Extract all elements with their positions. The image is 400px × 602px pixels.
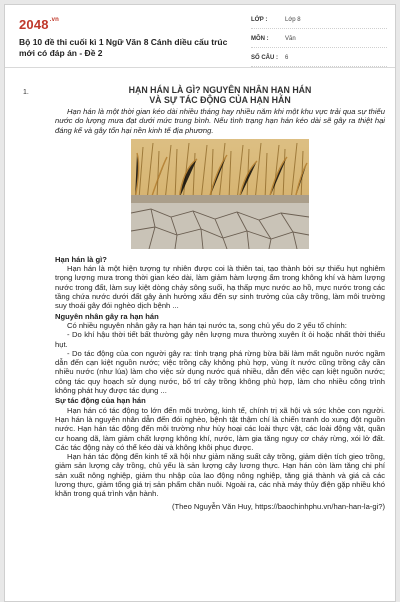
meta-panel bbox=[251, 13, 387, 70]
meta-value: 6 bbox=[285, 55, 289, 61]
meta-label: MÔN : bbox=[251, 36, 269, 42]
meta-row-grade bbox=[251, 13, 387, 29]
passage-title-line: HẠN HÁN LÀ GÌ? NGUYÊN NHÂN HẠN HÁN bbox=[128, 85, 312, 95]
paragraph: Hạn hán tác động đến kinh tế xã hội như giảm năng suất cây trồng, giảm diện tích gieo trồng, giảm sản lượng cây trồng, chủ yếu là sản lượng cây lương thực. Hạn hán còn làm tăng chi phí sản xuất nông nghiệp, giảm thu nhập của lao động nông nghiệp, tăng giá thành và giá cả các lương thực, giảm tổng giá trị sản phẩm chăn nuôi. Ngoài ra, các nhà máy thủy điện gặp nhiều khó khăn trong quá trình vận hành. bbox=[55, 452, 385, 499]
drought-field-image bbox=[131, 139, 309, 249]
paragraph: - Do tác động của con người gây ra: tình trạng phá rừng bừa bãi làm mất nguồn nước ngầm dẫn đến cạn kiệt nguồn nước; việc trồng cây không phù hợp, vùng ít nước cũng trồng cây cần nhiều nước (như lúa) làm cho việc sử dụng nước quá nhiều, dẫn đến việc cạn kiệt nguồn nước; công tác quy hoạch sử dụng nước, bố trí cây trồng không phù hợp, làm cho nhiều công trình không phát huy được tác dụng ... bbox=[55, 348, 385, 396]
section-heading: Sự tác động của hạn hán bbox=[55, 396, 146, 406]
meta-label: SỐ CÂU : bbox=[251, 55, 278, 61]
paragraph: - Do khí hậu thời tiết bất thường gây nên lượng mưa thường xuyên ít ỏi hoặc nhất thời thiếu hụt. bbox=[55, 330, 385, 349]
meta-row-subject bbox=[251, 32, 387, 48]
page-header bbox=[5, 5, 395, 68]
document-page bbox=[4, 4, 396, 602]
passage-intro: Hạn hán là một thời gian kéo dài nhiều tháng hay nhiều năm khi một khu vực trải qua sự thiếu nước do lượng mưa đạt dưới mức trung bình. Nếu tình trạng hạn hán kéo dài sẽ gây ra thiệt hại đáng kể và gây tổn hại nền kinh tế địa phương. bbox=[55, 107, 385, 135]
meta-value: Văn bbox=[285, 36, 296, 42]
paragraph: Hạn hán là một hiện tượng tự nhiên được coi là thiên tai, tạo thành bởi sự thiếu hụt nghiêm trọng lượng mưa trong thời gian kéo dài, làm giảm hàm lượng ẩm trong không khí và hàm lượng nước trong đất, làm suy kiệt dòng chảy sông suối, hạ thấp mực nước ao hồ, mực nước trong các tầng chứa nước dưới đất gây ảnh hưởng xấu đến sự sinh trưởng của cây trồng, làm môi trường suy thoái gây đói nghèo dịch bệnh ... bbox=[55, 264, 385, 311]
document-title: Bộ 10 đề thi cuối kì 1 Ngữ Văn 8 Cánh diều cấu trúc mới có đáp án - Đề 2 bbox=[19, 37, 228, 58]
question-number: 1. bbox=[23, 89, 29, 96]
passage-title bbox=[55, 85, 385, 105]
source-citation: (Theo Nguyễn Văn Huy, https://baochinhphu.vn/han-han-la-gi?) bbox=[171, 501, 385, 511]
meta-row-question-count bbox=[251, 51, 387, 67]
reading-passage bbox=[55, 85, 385, 511]
section-heading: Hạn hán là gì? bbox=[55, 254, 107, 264]
meta-label: LỚP : bbox=[251, 17, 268, 23]
site-logo[interactable]: $2048^{.vn}$ bbox=[19, 17, 60, 32]
site-logo-suffix: .vn bbox=[49, 17, 60, 23]
meta-value: Lớp 8 bbox=[285, 17, 301, 23]
paragraph: Hạn hán có tác động to lớn đến môi trường, kinh tế, chính trị xã hội và sức khỏe con người. Hạn hán là nguyên nhân dẫn đến đói nghèo, bệnh tật thậm chí là chiến tranh do xung đột nguồn nước. Hạn hán tác động đến môi trường như hủy hoại các loài thực vật, các loài động vật, quần cư hoang dã, làm giảm chất lượng không khí, nước, làm gia tăng nguy cơ cháy rừng, xói lở đất. Các tác động này có thể kéo dài và không khôi phục được. bbox=[55, 405, 385, 452]
paragraph: Có nhiều nguyên nhân gây ra hạn hán tại nước ta, song chủ yếu do 2 yếu tố chính: bbox=[67, 320, 347, 330]
passage-title-line: VÀ SỰ TÁC ĐỘNG CỦA HẠN HÁN bbox=[149, 95, 291, 105]
section-heading: Nguyên nhân gây ra hạn hán bbox=[55, 311, 159, 321]
